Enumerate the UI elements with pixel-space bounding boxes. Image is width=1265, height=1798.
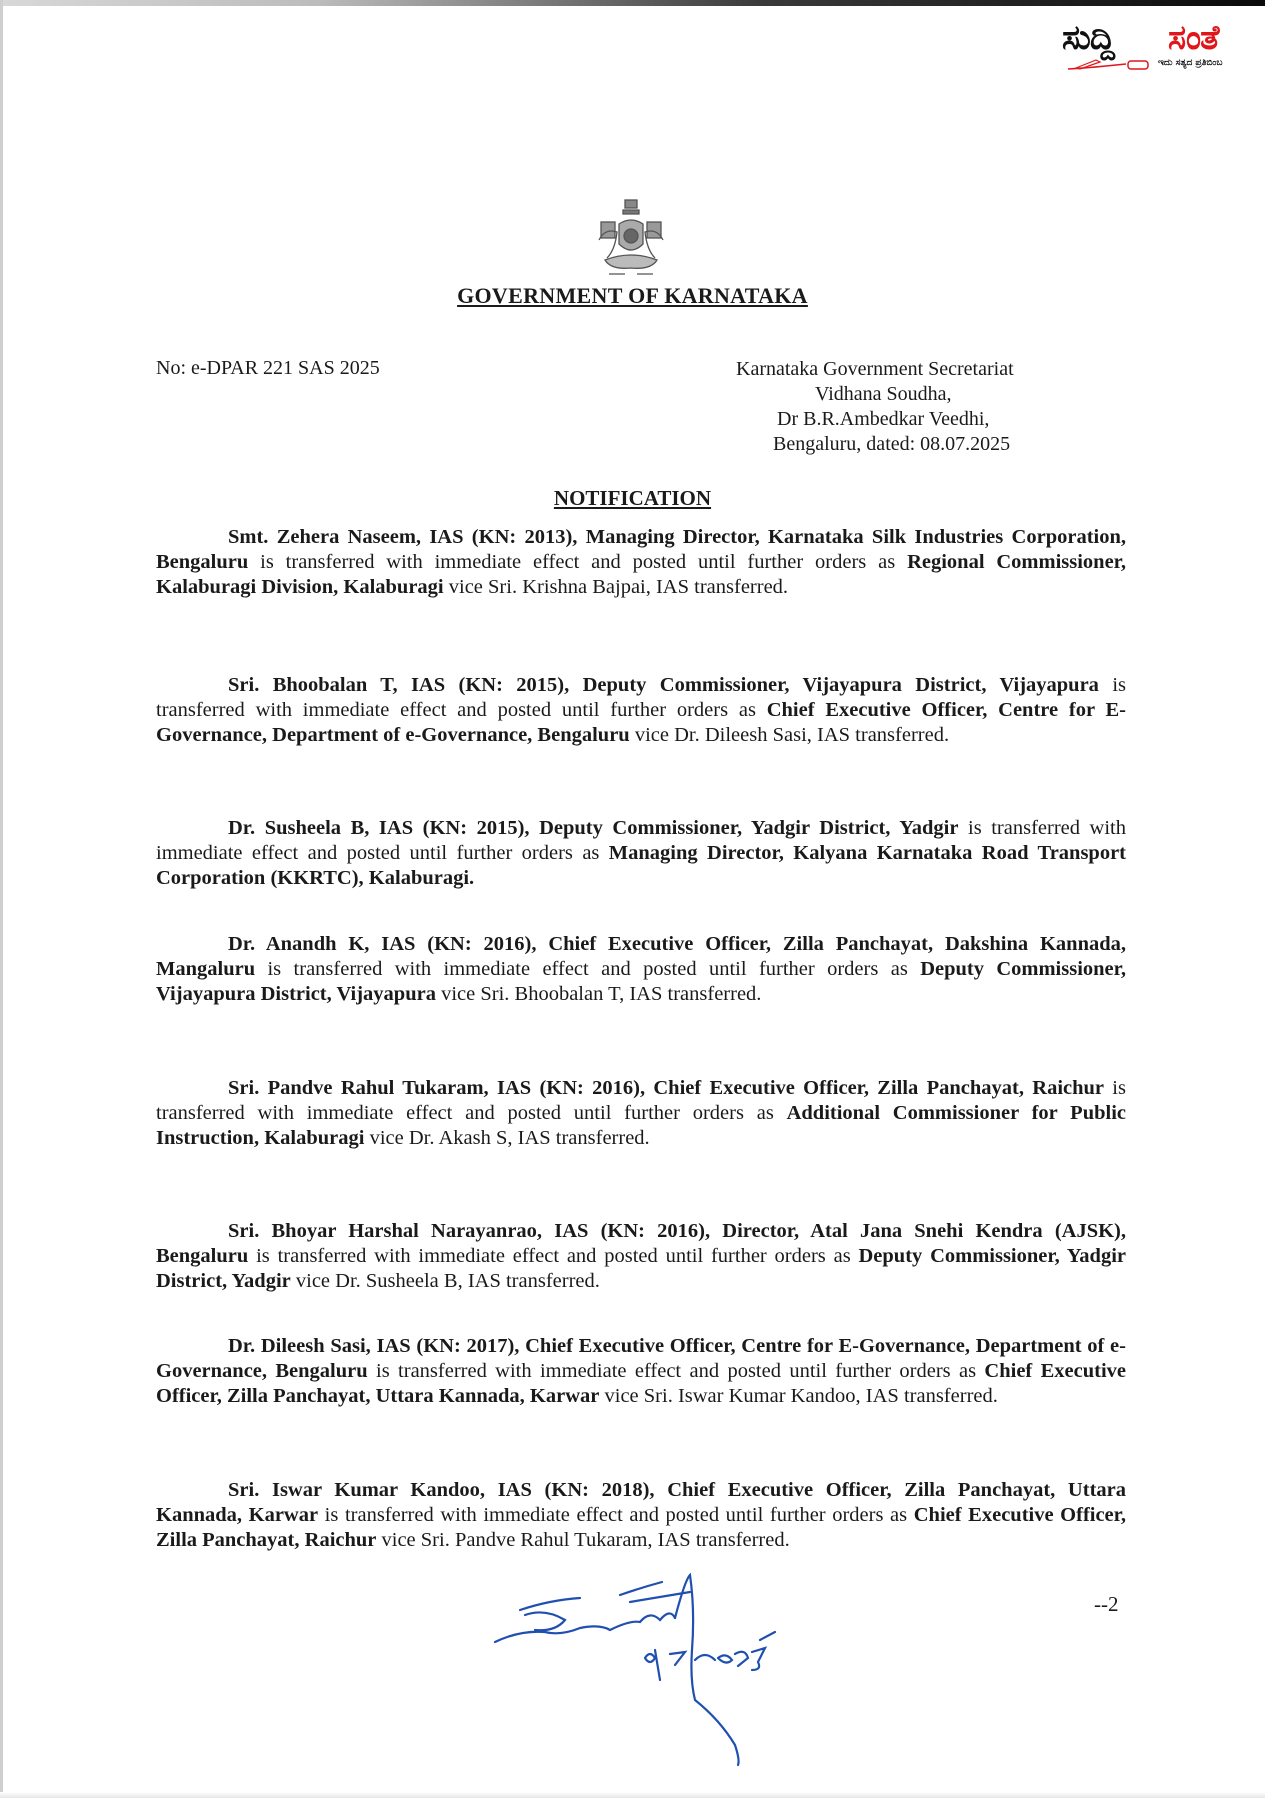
logo-word-1: ಸುದ್ದಿ	[1062, 18, 1114, 58]
officer-details: Sri. Bhoobalan T, IAS (KN: 2015), Deputy Commissioner, Vijayapura District, Vijayapura	[228, 674, 1099, 696]
page-top-border	[0, 0, 1265, 6]
logo-tagline: ಇದು ಸತ್ಯದ ಪ್ರತಿಬಿಂಬ	[1158, 58, 1223, 68]
new-posting: Deputy Commissioner, Vijayapura District, Vijayapura	[156, 958, 1126, 1005]
transfer-paragraph: Sri. Pandve Rahul Tukaram, IAS (KN: 2016), Chief Executive Officer, Zilla Panchayat, Raichur is transferred with immediate effect and posted until further orders as Additional Commissioner for Public Instruction, Kalaburagi vice Dr. Akash S, IAS transferred.	[156, 1077, 1127, 1149]
government-title: GOVERNMENT OF KARNATAKA	[457, 283, 808, 308]
suddi-sante-logo	[1058, 18, 1258, 73]
officer-details: Sri. Iswar Kumar Kandoo, IAS (KN: 2018), Chief Executive Officer, Zilla Panchayat, Uttara Kannada, Karwar	[156, 1479, 1126, 1526]
transfer-paragraph: Dr. Dileesh Sasi, IAS (KN: 2017), Chief Executive Officer, Centre for E-Governance, Department of e-Governance, Bengaluru is transferred with immediate effect and posted until further orders as Chief Executive Officer, Zilla Panchayat, Uttara Kannada, Karwar vice Sri. Iswar Kumar Kandoo, IAS transferred.	[156, 1335, 1126, 1407]
new-posting: Chief Executive Officer, Zilla Panchayat, Raichur	[156, 1504, 1127, 1551]
officer-details: Sri. Bhoyar Harshal Narayanrao, IAS (KN: 2016), Director, Atal Jana Snehi Kendra (AJSK), Bengaluru	[156, 1220, 1126, 1267]
handwritten-signature-icon	[490, 1570, 870, 1770]
new-posting: Chief Executive Officer, Zilla Panchayat, Uttara Kannada, Karwar	[156, 1360, 1126, 1407]
page-left-edge	[0, 0, 3, 1798]
page-continuation-marker: --2	[1094, 1592, 1119, 1616]
address-line: Vidhana Soudha,	[815, 383, 952, 405]
notification-title: NOTIFICATION	[553, 486, 712, 510]
transfer-paragraph: Sri. Iswar Kumar Kandoo, IAS (KN: 2018), Chief Executive Officer, Zilla Panchayat, Uttara Kannada, Karwar is transferred with immediate effect and posted until further orders as Chief Executive Officer, Zilla Panchayat, Raichur vice Sri. Pandve Rahul Tukaram, IAS transferred.	[156, 1479, 1127, 1551]
transfer-paragraph: Dr. Susheela B, IAS (KN: 2015), Deputy Commissioner, Yadgir District, Yadgir is transferred with immediate effect and posted until further orders as Managing Director, Kalyana Karnataka Road Transport Corporation (KKRTC), Kalaburagi.	[156, 817, 1126, 889]
transfer-paragraph: Smt. Zehera Naseem, IAS (KN: 2013), Managing Director, Karnataka Silk Industries Corporation, Bengaluru is transferred with immediate effect and posted until further orders as Regional Commissioner, Kalaburagi Division, Kalaburagi vice Sri. Krishna Bajpai, IAS transferred.	[156, 526, 1127, 598]
issuing-address	[700, 357, 1090, 457]
transfer-paragraph: Sri. Bhoobalan T, IAS (KN: 2015), Deputy Commissioner, Vijayapura District, Vijayapura is transferred with immediate effect and posted until further orders as Chief Executive Officer, Centre for E-Governance, Department of e-Governance, Bengaluru vice Dr. Dileesh Sasi, IAS transferred.	[156, 674, 1126, 746]
officer-details: Dr. Anandh K, IAS (KN: 2016), Chief Executive Officer, Zilla Panchayat, Dakshina Kannada, Mangaluru	[156, 933, 1126, 980]
transfer-paragraph: Dr. Anandh K, IAS (KN: 2016), Chief Executive Officer, Zilla Panchayat, Dakshina Kannada, Mangaluru is transferred with immediate effect and posted until further orders as Deputy Commissioner, Vijayapura District, Vijayapura vice Sri. Bhoobalan T, IAS transferred.	[156, 933, 1126, 1005]
pen-car-icon	[1066, 56, 1156, 72]
new-posting: Chief Executive Officer, Centre for E-Governance, Department of e-Governance, Bengaluru	[156, 699, 1126, 746]
logo-word-2: ಸಂತೆ	[1168, 18, 1219, 58]
karnataka-emblem-icon	[595, 198, 667, 280]
address-date-line: Bengaluru, dated: 08.07.2025	[773, 433, 1011, 455]
reference-number: No: e-DPAR 221 SAS 2025	[156, 357, 380, 379]
transfer-paragraph: Sri. Bhoyar Harshal Narayanrao, IAS (KN: 2016), Director, Atal Jana Snehi Kendra (AJSK), Bengaluru is transferred with immediate effect and posted until further orders as Deputy Commissioner, Yadgir District, Yadgir vice Dr. Susheela B, IAS transferred.	[156, 1220, 1126, 1292]
new-posting: Deputy Commissioner, Yadgir District, Yadgir	[156, 1245, 1126, 1292]
officer-details: Dr. Susheela B, IAS (KN: 2015), Deputy Commissioner, Yadgir District, Yadgir	[228, 817, 959, 839]
new-posting: Regional Commissioner, Kalaburagi Division, Kalaburagi	[156, 551, 1127, 598]
officer-details: Smt. Zehera Naseem, IAS (KN: 2013), Managing Director, Karnataka Silk Industries Corporation, Bengaluru	[156, 526, 1126, 573]
new-posting: Additional Commissioner for Public Instruction, Kalaburagi	[156, 1102, 1127, 1149]
address-line: Dr B.R.Ambedkar Veedhi,	[777, 408, 990, 430]
officer-details: Sri. Pandve Rahul Tukaram, IAS (KN: 2016), Chief Executive Officer, Zilla Panchayat, Raichur	[228, 1077, 1105, 1099]
page-bottom-edge	[0, 1792, 1265, 1798]
address-line: Karnataka Government Secretariat	[736, 358, 1014, 380]
new-posting: Managing Director, Kalyana Karnataka Road Transport Corporation (KKRTC), Kalaburagi.	[156, 842, 1126, 889]
officer-details: Dr. Dileesh Sasi, IAS (KN: 2017), Chief Executive Officer, Centre for E-Governance, Department of e-Governance, Bengaluru	[156, 1335, 1126, 1382]
